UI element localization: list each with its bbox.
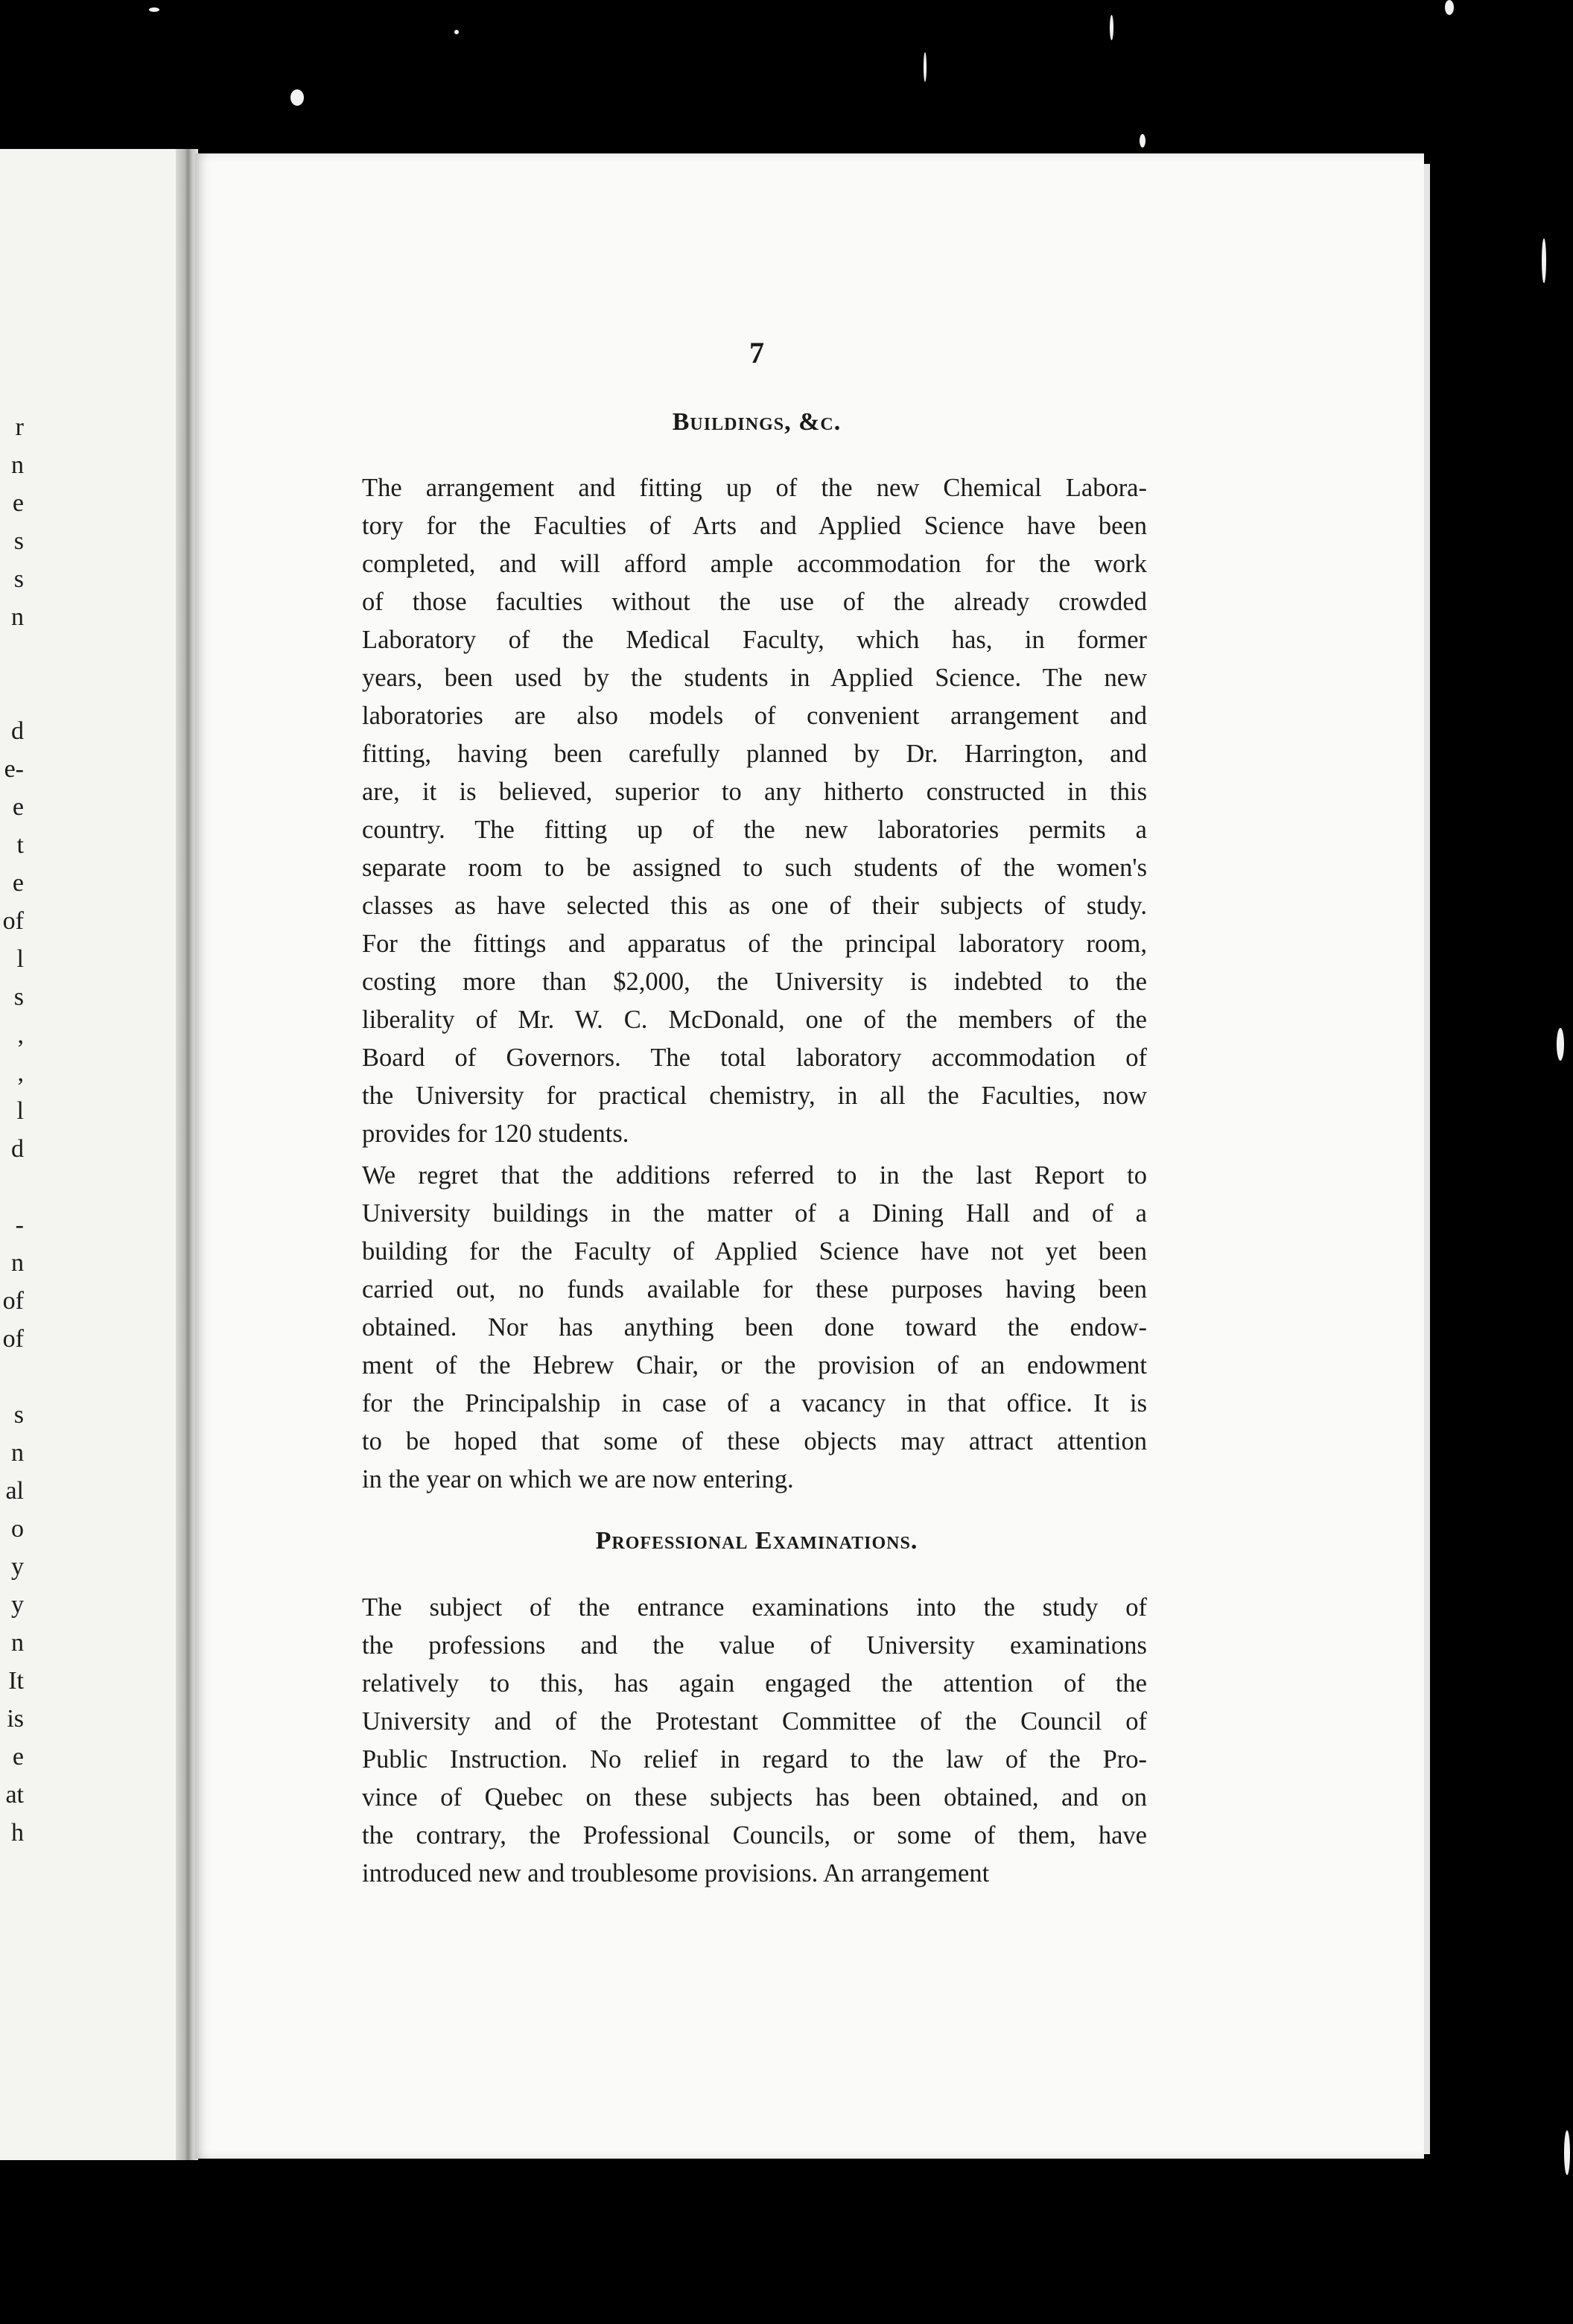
dust-speck <box>924 52 927 82</box>
text-line: separate room to be assigned to such students of the women's <box>362 854 1147 882</box>
text-line: tory for the Faculties of Arts and Applied Science have been <box>362 512 1147 540</box>
left-page-fragment: t <box>16 831 24 859</box>
left-page-fragment <box>0 636 24 674</box>
left-page-fragment: al <box>5 1477 24 1505</box>
text-line: relatively to this, has again engaged the attention of the <box>362 1669 1147 1698</box>
left-page-fragment: s <box>13 527 24 555</box>
left-page-fragment: s <box>13 565 24 593</box>
page-edge <box>1424 164 1430 2154</box>
text-line: For the fittings and apparatus of the principal laboratory room, <box>362 930 1147 958</box>
text-line: Laboratory of the Medical Faculty, which has, in former <box>362 626 1147 654</box>
text-line: building for the Faculty of Applied Science have not yet been <box>362 1237 1147 1266</box>
left-page-fragment: of <box>2 1287 24 1315</box>
text-line: Board of Governors. The total laboratory accommodation of <box>362 1044 1147 1072</box>
dust-speck <box>149 7 159 12</box>
left-page-fragment: , <box>17 1021 24 1049</box>
left-page-fragment: r <box>15 413 24 441</box>
page-number: 7 <box>749 336 764 369</box>
left-page-fragment: d <box>11 717 24 745</box>
left-page-text-fragments <box>0 408 24 1852</box>
left-page-fragment: - <box>15 1211 24 1239</box>
text-line: classes as have selected this as one of their subjects of study. <box>362 892 1147 920</box>
left-page-fragment: e <box>12 1743 24 1771</box>
section-heading-buildings: Buildings, &c. <box>672 408 842 436</box>
text-line: laboratories are also models of convenient arrangement and <box>362 702 1147 730</box>
left-facing-page <box>0 149 186 2160</box>
text-line: Public Instruction. No relief in regard to the law of the Pro- <box>362 1745 1147 1774</box>
left-page-fragment: n <box>11 1629 24 1657</box>
left-page-fragment: o <box>11 1515 24 1543</box>
text-line: liberality of Mr. W. C. McDonald, one of the members of the <box>362 1006 1147 1034</box>
text-line: of those faculties without the use of the already crowded <box>362 588 1147 616</box>
left-page-fragment: n <box>11 603 24 631</box>
dust-speck <box>1110 15 1113 40</box>
left-page-fragment <box>0 1168 24 1206</box>
left-page-fragment: e <box>12 793 24 821</box>
left-page-fragment: h <box>11 1819 24 1847</box>
text-line: the University for practical chemistry, in all the Faculties, now <box>362 1082 1147 1110</box>
left-page-fragment: of <box>2 1325 24 1353</box>
text-line: to be hoped that some of these objects may attract attention <box>362 1427 1147 1455</box>
text-line: the professions and the value of University examinations <box>362 1631 1147 1660</box>
left-page-fragment: It <box>8 1667 24 1695</box>
left-page-fragment: n <box>11 1439 24 1467</box>
text-line: for the Principalship in case of a vacancy in that office. It is <box>362 1389 1147 1417</box>
text-line: in the year on which we are now entering. <box>362 1465 794 1493</box>
left-page-fragment <box>0 674 24 712</box>
left-page-fragment: e- <box>4 755 24 783</box>
dust-speck <box>1557 1028 1564 1061</box>
text-line: the contrary, the Professional Councils, or some of them, have <box>362 1821 1147 1850</box>
text-line: country. The fitting up of the new laboratories permits a <box>362 816 1147 844</box>
dust-speck <box>454 30 459 34</box>
paragraph-additions-regret <box>362 1157 1147 1499</box>
text-line: obtained. Nor has anything been done toward the endow- <box>362 1313 1147 1342</box>
text-line: The arrangement and fitting up of the new Chemical Labora- <box>362 474 1147 502</box>
text-line: vince of Quebec on these subjects has been obtained, and on <box>362 1783 1147 1812</box>
dust-speck <box>1542 238 1546 283</box>
dust-speck <box>1140 134 1145 147</box>
section-heading-professional-examinations: Professional Examinations. <box>595 1527 918 1555</box>
text-line: completed, and will afford ample accommodation for the work <box>362 550 1147 578</box>
left-page-fragment: of <box>2 907 24 935</box>
paragraph-chemical-laboratory <box>362 469 1147 1153</box>
left-page-fragment: , <box>17 1059 24 1087</box>
dust-speck <box>1445 0 1454 15</box>
left-page-fragment: s <box>13 1401 24 1429</box>
left-page-fragment: y <box>11 1553 24 1581</box>
left-page-fragment: n <box>11 1249 24 1277</box>
left-page-fragment: n <box>11 451 24 479</box>
text-line: costing more than $2,000, the University is indebted to the <box>362 968 1147 996</box>
text-line: introduced new and troublesome provisions. An arrangement <box>362 1859 990 1888</box>
text-line: are, it is believed, superior to any hitherto constructed in this <box>362 778 1147 806</box>
text-line: years, been used by the students in Applied Science. The new <box>362 664 1147 692</box>
text-line: University and of the Protestant Committee of the Council of <box>362 1707 1147 1736</box>
text-line: provides for 120 students. <box>362 1120 629 1148</box>
dust-speck <box>1564 2130 1570 2175</box>
left-page-fragment: d <box>11 1135 24 1163</box>
dust-speck <box>290 89 304 106</box>
text-line: University buildings in the matter of a Dining Hall and of a <box>362 1199 1147 1228</box>
left-page-fragment: y <box>11 1591 24 1619</box>
left-page-fragment: at <box>5 1781 24 1809</box>
left-page-fragment: s <box>13 983 24 1011</box>
left-page-fragment: l <box>16 945 24 973</box>
text-line: We regret that the additions referred to in the last Report to <box>362 1161 1147 1190</box>
text-line: The subject of the entrance examinations into the study of <box>362 1593 1147 1622</box>
text-line: ment of the Hebrew Chair, or the provision of an endowment <box>362 1351 1147 1380</box>
text-line: fitting, having been carefully planned by Dr. Harrington, and <box>362 740 1147 768</box>
paragraph-entrance-examinations <box>362 1589 1147 1893</box>
left-page-fragment <box>0 1358 24 1396</box>
left-page-fragment: e <box>12 489 24 517</box>
left-page-fragment: l <box>16 1097 24 1125</box>
text-line: carried out, no funds available for these purposes having been <box>362 1275 1147 1304</box>
left-page-fragment: e <box>12 869 24 897</box>
left-page-fragment: is <box>7 1705 24 1733</box>
